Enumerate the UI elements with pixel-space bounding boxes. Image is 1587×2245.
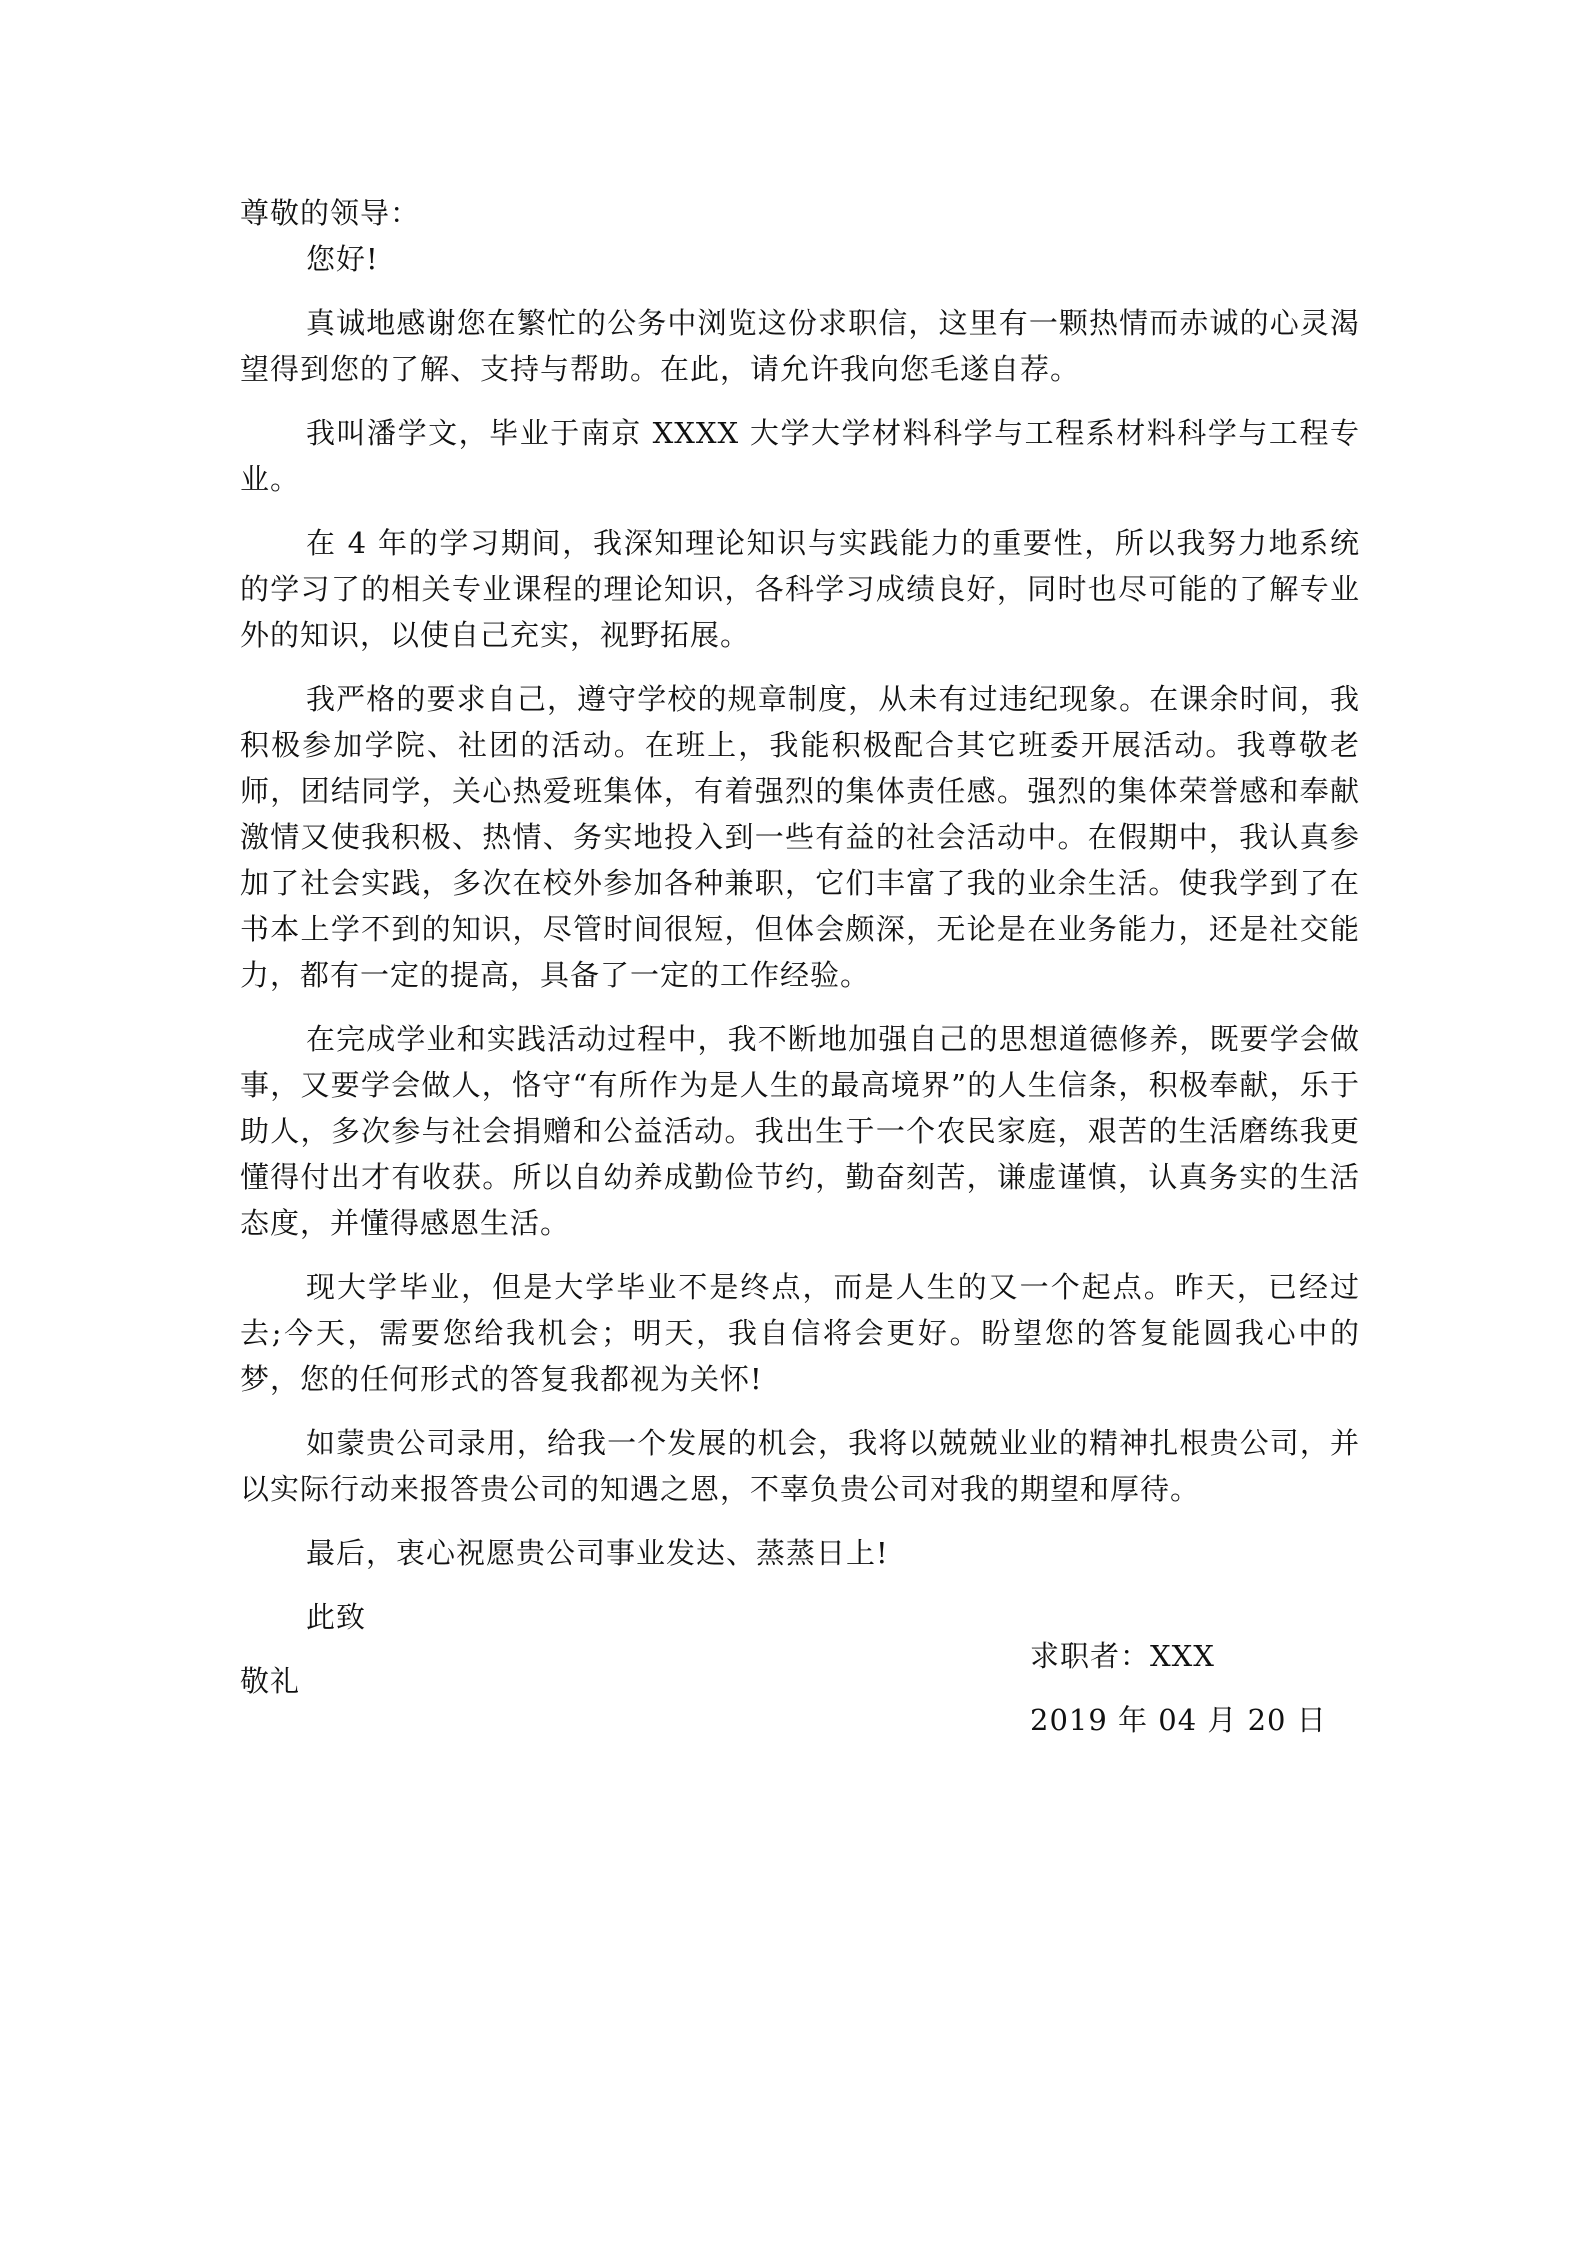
respect: 敬礼 xyxy=(240,1664,301,1698)
paragraph-character: 在完成学业和实践活动过程中，我不断地加强自己的思想道德修养，既要学会做事，又要学会做人，恪守“有所作为是人生的最高境界”的人生信条，积极奉献，乐于助人，多次参与社会捐赠和公益活动。我出生于一个农民家庭，艰苦的生活磨练我更懂得付出才有收获。所以自幼养成勤俭节约，勤奋刻苦，谦虚谨慎，认真务实的生活态度，并懂得感恩生活。 xyxy=(240,1022,1360,1240)
paragraph-thanks: 真诚地感谢您在繁忙的公务中浏览这份求职信，这里有一颗热情而赤诚的心灵渴望得到您的了解、支持与帮助。在此，请允许我向您毛遂自荐。 xyxy=(240,306,1360,386)
date: 2019 年 04 月 20 日 xyxy=(1030,1703,1327,1737)
signature: 求职者：XXX xyxy=(1030,1639,1215,1673)
greeting: 您好! xyxy=(306,242,379,276)
paragraph-wishes: 最后，衷心祝愿贵公司事业发达、蒸蒸日上! xyxy=(306,1536,889,1570)
signature-block xyxy=(1030,1633,1327,1761)
paragraph-commitment: 如蒙贵公司录用，给我一个发展的机会，我将以兢兢业业的精神扎根贵公司，并以实际行动来报答贵公司的知遇之恩，不辜负贵公司对我的期望和厚待。 xyxy=(240,1426,1360,1506)
paragraph-introduction: 我叫潘学文，毕业于南京 XXXX 大学大学材料科学与工程系材料科学与工程专业。 xyxy=(240,416,1360,496)
paragraph-activities: 我严格的要求自己，遵守学校的规章制度，从未有过违纪现象。在课余时间，我积极参加学院、社团的活动。在班上，我能积极配合其它班委开展活动。我尊敬老师，团结同学，关心热爱班集体，有着强烈的集体责任感。强烈的集体荣誉感和奉献激情又使我积极、热情、务实地投入到一些有益的社会活动中。在假期中，我认真参加了社会实践，多次在校外参加各种兼职，它们丰富了我的业余生活。使我学到了在书本上学不到的知识，尽管时间很短，但体会颇深，无论是在业务能力，还是社交能力，都有一定的提高，具备了一定的工作经验。 xyxy=(240,682,1360,992)
closing: 此致 xyxy=(306,1600,367,1634)
letter-body xyxy=(240,190,1360,1722)
salutation: 尊敬的领导： xyxy=(240,196,421,230)
paragraph-study: 在 4 年的学习期间，我深知理论知识与实践能力的重要性，所以我努力地系统的学习了的相关专业课程的理论知识，各科学习成绩良好，同时也尽可能的了解专业外的知识，以使自己充实，视野拓展。 xyxy=(240,526,1360,652)
paragraph-graduation: 现大学毕业，但是大学毕业不是终点，而是人生的又一个起点。昨天，已经过去;今天，需要您给我机会；明天，我自信将会更好。盼望您的答复能圆我心中的梦，您的任何形式的答复我都视为关怀! xyxy=(240,1270,1360,1396)
